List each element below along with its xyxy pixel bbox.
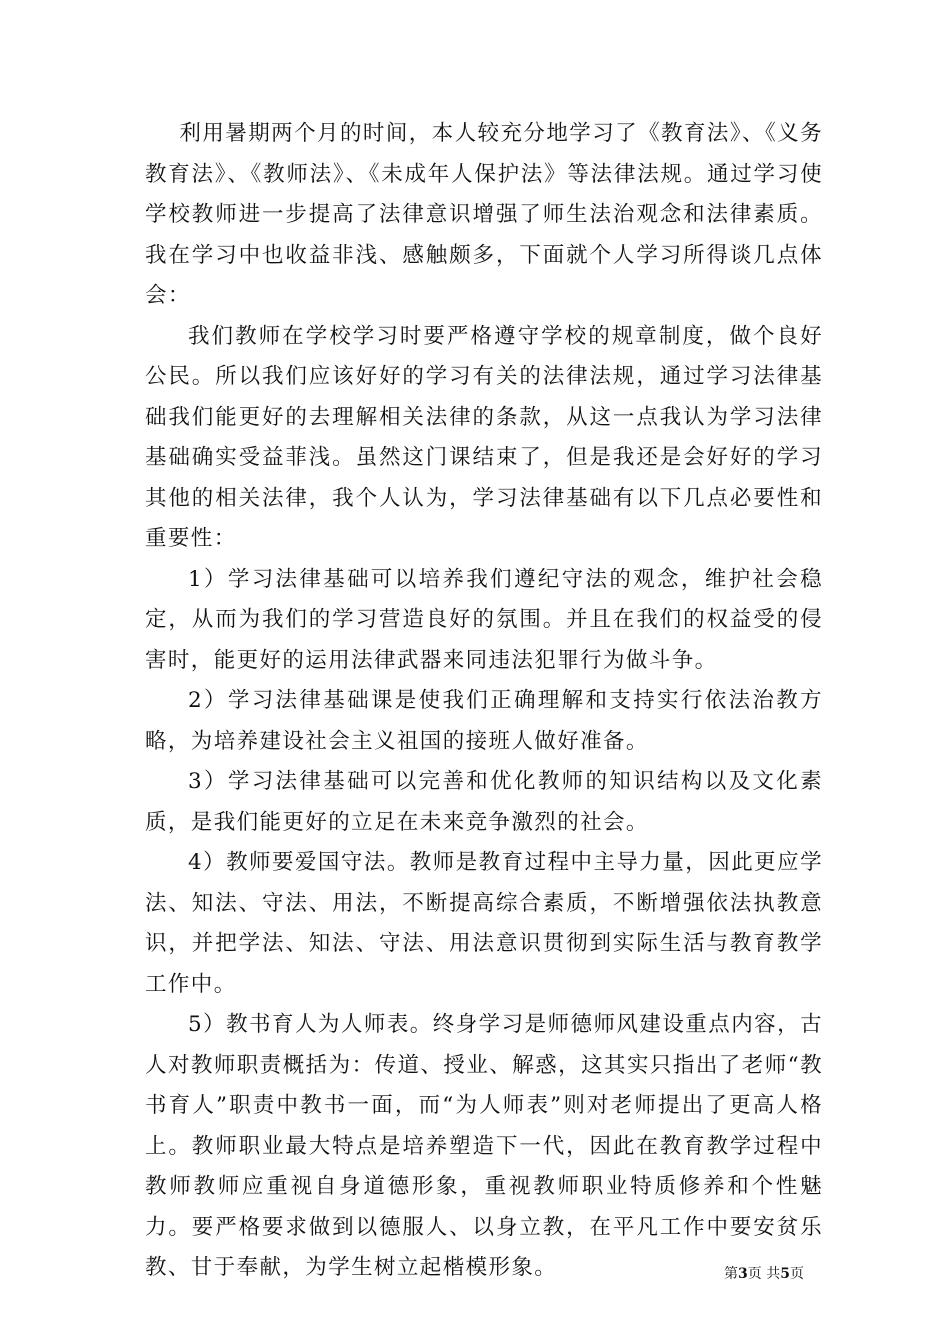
paragraph-intro: 利用暑期两个月的时间，本人较充分地学习了《教育法》、《义务教育法》、《教师法》、《未成年人保护法》等法律法规。通过学习使学校教师进一步提高了法律意识增强了师生法治观念和法律素质。我在学习中也收益非浅、感触颇多，下面就个人学习所得谈几点体会：	[145, 121, 823, 308]
current-page-number: 3	[738, 1266, 748, 1282]
paragraph-point-1: 1）学习法律基础可以培养我们遵纪守法的观念，维护社会稳定，从而为我们的学习营造良好的氛围。并且在我们的权益受的侵害时，能更好的运用法律武器来同违法犯罪行为做斗争。	[145, 566, 823, 673]
paragraph-point-5: 5）教书育人为人师表。终身学习是师德师风建设重点内容，古人对教师职责概括为：传道、授业、解惑，这其实只指出了老师“教书育人”职责中教书一面，而“为人师表”则对老师提出了更高人格上。教师职业最大特点是培养塑造下一代，因此在教育教学过程中教师教师应重视自身道德形象，重视教师职业特质修养和个性魅力。要严格要求做到以德服人、以身立教，在平凡工作中要安贫乐教、甘于奉献，为学生树立起楷模形象。	[145, 1012, 823, 1280]
paragraph-main: 我们教师在学校学习时要严格遵守学校的规章制度，做个良好公民。所以我们应该好好的学习有关的法律法规，通过学习法律基础我们能更好的去理解相关法律的条款，从这一点我认为学习法律基础确实受益菲浅。虽然这门课结束了，但是我还是会好好的学习其他的相关法律，我个人认为，学习法律基础有以下几点必要性和重要性：	[145, 323, 823, 551]
page-prefix: 第	[724, 1266, 739, 1282]
page-number-footer	[724, 1264, 804, 1284]
paragraph-point-4: 4）教师要爱国守法。教师是教育过程中主导力量，因此更应学法、知法、守法、用法，不断提高综合素质，不断增强依法执教意识，并把学法、知法、守法、用法意识贯彻到实际生活与教育教学工作中。	[145, 850, 823, 997]
document-body	[145, 114, 823, 1289]
page-suffix: 页	[790, 1266, 804, 1282]
page-middle: 页 共	[747, 1266, 781, 1282]
paragraph-point-2: 2）学习法律基础课是使我们正确理解和支持实行依法治教方略，为培养建设社会主义祖国的接班人做好准备。	[145, 688, 823, 754]
total-pages-number: 5	[780, 1266, 790, 1282]
paragraph-point-3: 3）学习法律基础可以完善和优化教师的知识结构以及文化素质，是我们能更好的立足在未来竞争激烈的社会。	[145, 769, 823, 835]
